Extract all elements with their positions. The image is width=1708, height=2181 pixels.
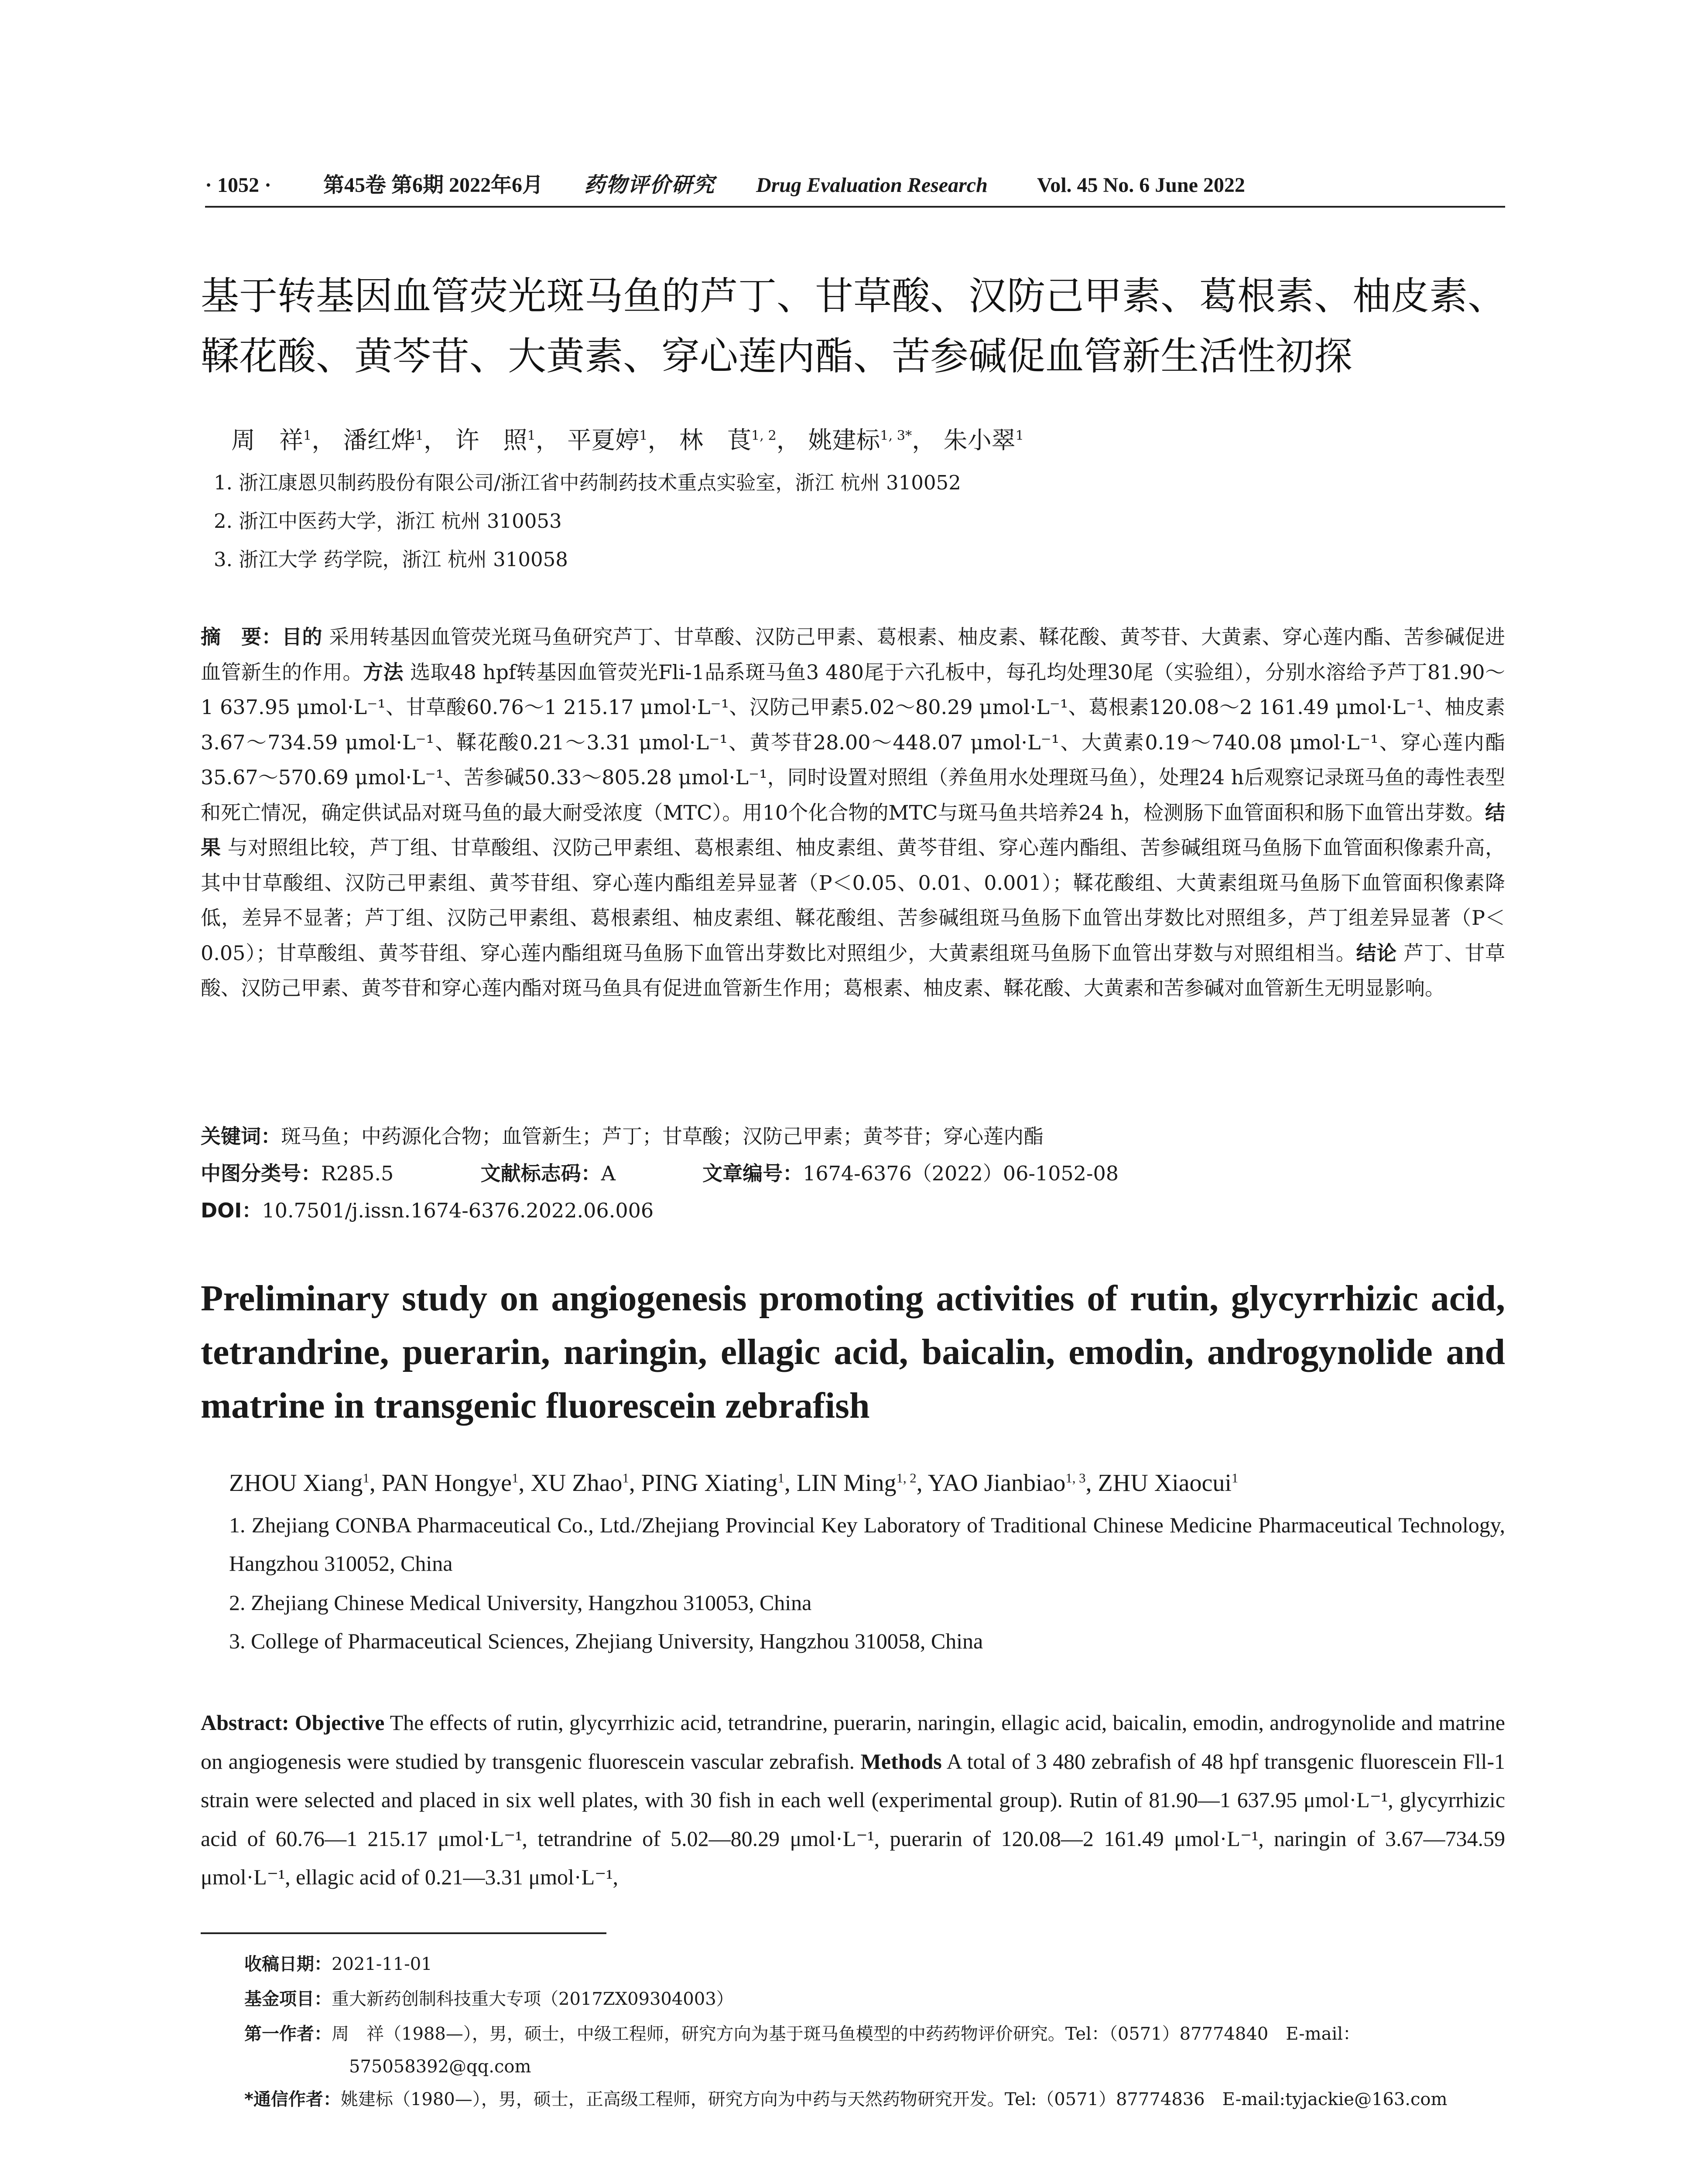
en-author: PAN Hongye$^1$ — [381, 1470, 519, 1497]
footnote-first-author-email: 575058392@qq.com — [349, 2057, 531, 2077]
cn-doi: DOI：10.7501/j.issn.1674-6376.2022.06.006 — [201, 1199, 654, 1222]
footnote-rule — [201, 1932, 606, 1934]
en-affiliation-1: 1. Zhejiang CONBA Pharmaceutical Co., Ltd./Zhejiang Provincial Key Laboratory of Traditional Chinese Medicine Pharmaceutical Technology, Hangzhou 310052, China — [229, 1513, 1505, 1576]
cn-affiliation-2: 2. 浙江中医药大学，浙江 杭州 310053 — [214, 509, 562, 533]
cn-authors: 周 祥$^1$， 潘红烨$^1$， 许 照$^1$， 平夏婷$^1$， 林 茛$^{1, 2}$， 姚建标$^{1, 3*}$， 朱小翠$^1$ — [231, 426, 1024, 454]
cn-keywords: 关键词：斑马鱼；中药源化合物；血管新生；芦丁；甘草酸；汉防己甲素；黄芩苷；穿心莲内酯 — [201, 1125, 1044, 1148]
cn-methods-text: 选取48 hpf转基因血管荧光Fli-1品系斑马鱼3 480尾于六孔板中，每孔均处理30尾（实验组），分别水溶给予芦丁81.90～1 637.95 μmol·L⁻¹、甘草酸60.76～1 215.17 μmol·L⁻¹、汉防己甲素5.02～80.29 μmol·L⁻¹、葛根素120.08～2 161.49 μmol·L⁻¹、柚皮素3.67～734.59 μmol·L⁻¹、鞣花酸0.21～3.31 μmol·L⁻¹、黄芩苷28.00～448.07 μmol·L⁻¹、大黄素0.19～740.08 μmol·L⁻¹、穿心莲内酯35.67～570.69 μmol·L⁻¹、苦参碱50.33～805.28 μmol·L⁻¹，同时设置对照组（养鱼用水处理斑马鱼），处理24 h后观察记录斑马鱼的毒性表型和死亡情况，确定供试品对斑马鱼的最大耐受浓度（MTC）。用10个化合物的MTC与斑马鱼共培养24 h，检测肠下血管面积和肠下血管出芽数。 — [201, 660, 1506, 824]
en-authors: ZHOU Xiang$^1$, PAN Hongye$^1$, XU Zhao$^1$, PING Xiating$^1$, LIN Ming$^{1, 2}$, YAO Jianbiao$^{1, 3}$, ZHU Xiaocui$^1$ — [229, 1470, 1239, 1497]
cn-conclusion-text: 芦丁、甘草酸、汉防己甲素、黄芩苷和穿心莲内酯对斑马鱼具有促进血管新生作用；葛根素、柚皮素、鞣花酸、大黄素和苦参碱对血管新生无明显影响。 — [201, 941, 1506, 1000]
cn-methods-label: 方法 — [363, 660, 404, 684]
en-methods-label: Methods — [860, 1749, 942, 1774]
cn-objective-text: 采用转基因血管荧光斑马鱼研究芦丁、甘草酸、汉防己甲素、葛根素、柚皮素、鞣花酸、黄芩苷、大黄素、穿心莲内酯、苦参碱促进血管新生的作用。 — [201, 625, 1506, 684]
journal-logo: 药物评价研究 — [584, 174, 715, 197]
cn-abstract-label: 摘 要： — [201, 625, 282, 649]
footnote-received: 收稿日期：2021-11-01 — [244, 1954, 432, 1974]
en-abstract — [201, 1703, 1505, 1897]
cn-affiliation-1: 1. 浙江康恩贝制药股份有限公司/浙江省中药制药技术重点实验室，浙江 杭州 310052 — [214, 471, 961, 494]
en-author: LIN Ming$^{1, 2}$ — [796, 1470, 917, 1497]
cn-affiliation-3: 3. 浙江大学 药学院，浙江 杭州 310058 — [214, 548, 568, 571]
en-author: ZHOU Xiang$^1$ — [229, 1470, 370, 1497]
footnote-first-author: 第一作者：周 祥（1988—），男，硕士，中级工程师，研究方向为基于斑马鱼模型的中药药物评价研究。Tel：（0571）87774840 E-mail： — [244, 2024, 1361, 2044]
cn-classification: 中图分类号：R285.5 文献标志码：A 文章编号：1674-6376（2022）06-1052-08 — [201, 1162, 1119, 1185]
cn-author: 周 祥$^1$ — [231, 426, 312, 454]
en-title: Preliminary study on angiogenesis promoting activities of rutin, glycyrrhizic acid, tetrandrine, puerarin, naringin, ellagic acid, baicalin, emodin, androgynolide and matrine in transgenic fluorescein zebrafish — [201, 1278, 1505, 1426]
footnote-fund: 基金项目：重大新药创制科技重大专项（2017ZX09304003） — [244, 1989, 734, 2009]
cn-results-text: 与对照组比较，芦丁组、甘草酸组、汉防己甲素组、葛根素组、柚皮素组、黄芩苷组、穿心莲内酯组、苦参碱组斑马鱼肠下血管面积像素升高，其中甘草酸组、汉防己甲素组、黄芩苷组、穿心莲内酯组差异显著（P＜0.05、0.01、0.001）；鞣花酸组、大黄素组斑马鱼肠下血管面积像素降低，差异不显著；芦丁组、汉防己甲素组、葛根素组、柚皮素组、鞣花酸组、苦参碱组斑马鱼肠下血管出芽数比对照组多，芦丁组差异显著（P＜0.05）；甘草酸组、黄芩苷组、穿心莲内酯组斑马鱼肠下血管出芽数比对照组少，大黄素组斑马鱼肠下血管出芽数与对照组相当。 — [201, 836, 1506, 965]
cn-title — [201, 266, 1509, 386]
page-number: · 1052 · — [205, 174, 272, 197]
journal-name-en: Drug Evaluation Research — [756, 174, 988, 197]
cn-author: 许 照$^1$ — [455, 426, 536, 454]
en-objective-label: Objective — [294, 1710, 385, 1735]
en-affiliation-2: 2. Zhejiang Chinese Medical University, Hangzhou 310053, China — [229, 1590, 812, 1615]
cn-author: 平夏婷$^1$ — [567, 426, 648, 454]
en-abstract-label: Abstract: — [201, 1710, 289, 1735]
cn-author: 姚建标$^{1, 3*}$ — [808, 426, 912, 454]
cn-title-line-1: 基于转基因血管荧光斑马鱼的芦丁、甘草酸、汉防己甲素、葛根素、柚皮素、 — [201, 273, 1506, 318]
issue-cn: 第45卷 第6期 2022年6月 — [323, 174, 544, 197]
cn-title-line-2: 鞣花酸、黄芩苷、大黄素、穿心莲内酯、苦参碱促血管新生活性初探 — [201, 334, 1353, 379]
en-objective-text: The effects of rutin, glycyrrhizic acid, tetrandrine, puerarin, naringin, ellagic acid, baicalin, emodin, androgynolide and matrine on angiogenesis were studied by transgenic fluorescein vascular zebrafish. — [201, 1710, 1505, 1774]
header-rule — [205, 206, 1505, 208]
en-affiliation-3: 3. College of Pharmaceutical Sciences, Zhejiang University, Hangzhou 310058, China — [229, 1629, 983, 1653]
en-author: PING Xiating$^1$ — [641, 1470, 784, 1497]
footnote-corresponding: *通信作者：姚建标（1980—），男，硕士，正高级工程师，研究方向为中药与天然药物研究开发。Tel:（0571）87774836 E-mail:tyjackie@163.com — [244, 2089, 1448, 2109]
en-author: XU Zhao$^1$ — [531, 1470, 629, 1497]
cn-results-label: 结果 — [201, 800, 1505, 859]
en-author: ZHU Xiaocui$^1$ — [1098, 1470, 1239, 1497]
cn-conclusion-label: 结论 — [1356, 941, 1397, 965]
cn-objective-label: 目的 — [281, 625, 322, 649]
issue-en: Vol. 45 No. 6 June 2022 — [1037, 174, 1245, 197]
cn-abstract — [201, 619, 1505, 1006]
cn-author: 朱小翠$^1$ — [943, 426, 1024, 454]
en-methods-text: A total of 3 480 zebrafish of 48 hpf transgenic fluorescein Fll-1 strain were selected and placed in six well plates, with 30 fish in each well (experimental group). Rutin of 81.90—1 637.95 μmol·L⁻¹, glycyrrhizic acid of 60.76—1 215.17 μmol·L⁻¹, tetrandrine of 5.02—80.29 μmol·L⁻¹, puerarin of 120.08—2 161.49 μmol·L⁻¹, naringin of 3.67—734.59 μmol·L⁻¹, ellagic acid of 0.21—3.31 μmol·L⁻¹, — [201, 1749, 1506, 1889]
en-author: YAO Jianbiao$^{1, 3}$ — [928, 1470, 1086, 1497]
cn-author: 林 茛$^{1, 2}$ — [679, 426, 777, 454]
running-header — [205, 168, 1505, 205]
cn-author: 潘红烨$^1$ — [343, 426, 424, 454]
